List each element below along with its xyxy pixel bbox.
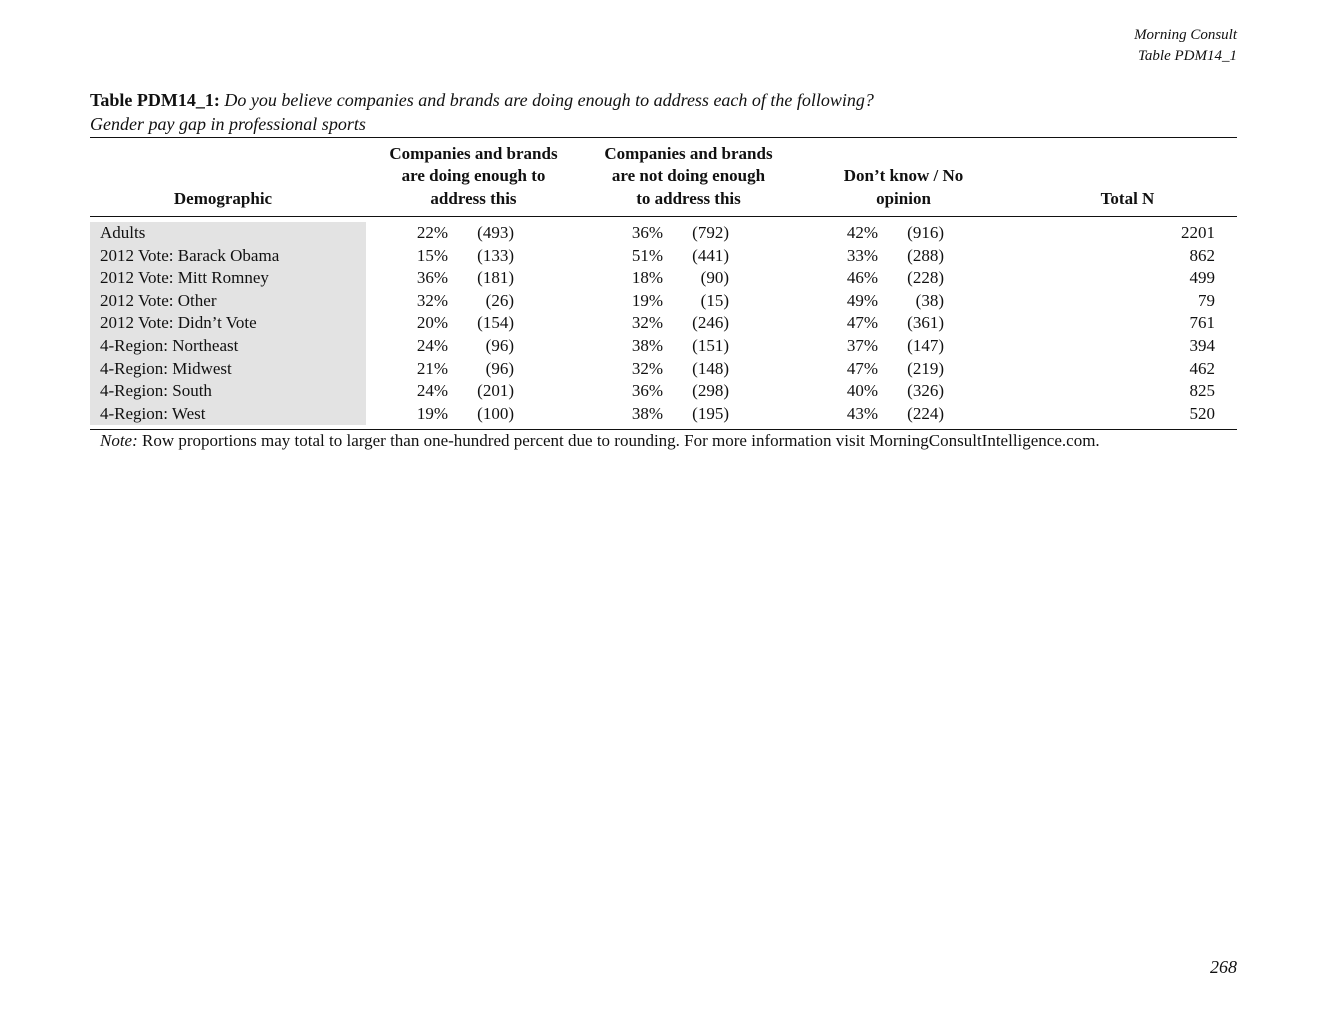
header-total-n-label: Total N: [1100, 188, 1155, 208]
cell-not-doing-enough-n: (441): [692, 245, 729, 265]
cell-doing-enough-pct: 24%: [416, 335, 448, 355]
cell-not-doing-enough-n: (148): [692, 358, 729, 378]
cell-not-doing-enough-pct: 19%: [631, 290, 663, 310]
cell-doing-enough-n: (133): [477, 245, 514, 265]
header-org: Morning Consult: [1134, 27, 1237, 43]
cell-doing-enough-pct: 15%: [416, 245, 448, 265]
cell-doing-enough-pct: 24%: [416, 381, 448, 401]
table-note: [90, 430, 1237, 452]
cell-not-doing-enough-pct: 36%: [631, 223, 663, 242]
cell-not-doing-enough-pct: 18%: [631, 268, 663, 288]
cell-not-doing-enough-n: (298): [692, 381, 729, 401]
row-demographic: 2012 Vote: Didn’t Vote: [100, 313, 257, 333]
cell-total-n: 462: [1189, 358, 1215, 378]
note-label: Note:: [100, 431, 138, 451]
cell-dont-know-n: (228): [907, 268, 944, 288]
cell-doing-enough-n: (493): [477, 223, 514, 242]
cell-doing-enough-n: (181): [477, 268, 514, 288]
cell-doing-enough-pct: 36%: [416, 268, 448, 288]
table-header-row: [90, 138, 1237, 216]
cell-total-n: 761: [1189, 313, 1215, 333]
cell-total-n: 394: [1189, 335, 1215, 355]
cell-dont-know-pct: 40%: [846, 381, 878, 401]
cell-total-n: 2201: [1181, 223, 1215, 242]
header-total-n: [1050, 188, 1205, 211]
cell-not-doing-enough-n: (151): [692, 335, 729, 355]
header-demographic: [90, 188, 356, 211]
cell-dont-know-n: (219): [907, 358, 944, 378]
table-row: [90, 335, 1237, 358]
table-title: [90, 88, 874, 136]
header-doing-enough: [366, 143, 581, 211]
table-row: [90, 358, 1237, 381]
cell-not-doing-enough-n: (15): [700, 290, 729, 310]
cell-dont-know-pct: 47%: [846, 313, 878, 333]
note-text: Row proportions may total to larger than one-hundred percent due to rounding. For more information visit MorningConsultIntelligence.com.: [142, 431, 1100, 451]
cell-dont-know-pct: 46%: [846, 268, 878, 288]
cell-doing-enough-n: (154): [477, 313, 514, 333]
header-doing-enough-line-1: Companies and brands: [389, 143, 558, 163]
header-not-doing-enough-line-1: Companies and brands: [604, 143, 773, 163]
cell-total-n: 520: [1189, 403, 1215, 423]
header-not-doing-enough-line-3: to address this: [636, 188, 741, 208]
table-row: [90, 222, 1237, 245]
header-doing-enough-line-3: address this: [430, 188, 517, 208]
row-demographic: 4-Region: South: [100, 381, 212, 401]
cell-dont-know-n: (916): [907, 223, 944, 242]
table-row: [90, 380, 1237, 403]
cell-doing-enough-pct: 20%: [416, 313, 448, 333]
table-question: Do you believe companies and brands are doing enough to address each of the following?: [224, 90, 874, 110]
table-row: [90, 267, 1237, 290]
cell-doing-enough-pct: 32%: [416, 290, 448, 310]
cell-doing-enough-n: (96): [485, 335, 514, 355]
crosstab-table: [90, 137, 1237, 452]
row-demographic: Adults: [100, 223, 146, 242]
cell-dont-know-pct: 49%: [846, 290, 878, 310]
header-dont-know-line-1: Don’t know / No: [843, 166, 964, 185]
cell-dont-know-n: (147): [907, 335, 944, 355]
header-not-doing-enough-line-2: are not doing enough: [611, 166, 766, 185]
cell-dont-know-pct: 42%: [846, 223, 878, 242]
header-doing-enough-line-2: are doing enough to: [401, 166, 546, 185]
page-number: 268: [1210, 957, 1237, 977]
cell-dont-know-pct: 43%: [846, 403, 878, 423]
cell-doing-enough-n: (100): [477, 403, 514, 423]
header-not-doing-enough: [581, 143, 796, 211]
cell-dont-know-n: (38): [915, 290, 944, 310]
header-dont-know: [796, 165, 1011, 210]
table-row: [90, 403, 1237, 426]
table-body: [90, 217, 1237, 429]
cell-doing-enough-n: (201): [477, 381, 514, 401]
cell-not-doing-enough-pct: 38%: [631, 403, 663, 423]
cell-dont-know-n: (224): [907, 403, 944, 423]
cell-total-n: 862: [1189, 245, 1215, 265]
cell-not-doing-enough-pct: 32%: [631, 313, 663, 333]
cell-dont-know-pct: 47%: [846, 358, 878, 378]
cell-doing-enough-pct: 19%: [416, 403, 448, 423]
cell-total-n: 499: [1189, 268, 1215, 288]
row-demographic: 4-Region: Northeast: [100, 335, 239, 355]
cell-dont-know-n: (326): [907, 381, 944, 401]
cell-not-doing-enough-n: (195): [692, 403, 729, 423]
header-dont-know-line-2: opinion: [876, 188, 931, 208]
cell-total-n: 79: [1198, 290, 1215, 310]
cell-not-doing-enough-n: (792): [692, 223, 729, 242]
row-demographic: 4-Region: Midwest: [100, 358, 232, 378]
cell-doing-enough-pct: 21%: [416, 358, 448, 378]
cell-not-doing-enough-pct: 32%: [631, 358, 663, 378]
cell-doing-enough-n: (26): [485, 290, 514, 310]
table-title-label: Table PDM14_1:: [90, 90, 220, 110]
cell-not-doing-enough-pct: 36%: [631, 381, 663, 401]
table-row: [90, 290, 1237, 313]
cell-not-doing-enough-pct: 38%: [631, 335, 663, 355]
table-row: [90, 245, 1237, 268]
table-row: [90, 312, 1237, 335]
cell-dont-know-n: (361): [907, 313, 944, 333]
row-demographic: 2012 Vote: Other: [100, 290, 217, 310]
cell-total-n: 825: [1189, 381, 1215, 401]
row-demographic: 4-Region: West: [100, 403, 206, 423]
header-demographic-label: Demographic: [173, 188, 273, 208]
cell-not-doing-enough-pct: 51%: [631, 245, 663, 265]
cell-dont-know-n: (288): [907, 245, 944, 265]
cell-dont-know-pct: 33%: [846, 245, 878, 265]
row-demographic: 2012 Vote: Mitt Romney: [100, 268, 269, 288]
cell-not-doing-enough-n: (90): [700, 268, 729, 288]
cell-doing-enough-n: (96): [485, 358, 514, 378]
table-subtitle: Gender pay gap in professional sports: [90, 114, 366, 134]
header-table-id: Table PDM14_1: [1137, 48, 1237, 64]
running-header: [1134, 25, 1237, 67]
cell-dont-know-pct: 37%: [846, 335, 878, 355]
row-demographic: 2012 Vote: Barack Obama: [100, 245, 280, 265]
cell-doing-enough-pct: 22%: [416, 223, 448, 242]
cell-not-doing-enough-n: (246): [692, 313, 729, 333]
